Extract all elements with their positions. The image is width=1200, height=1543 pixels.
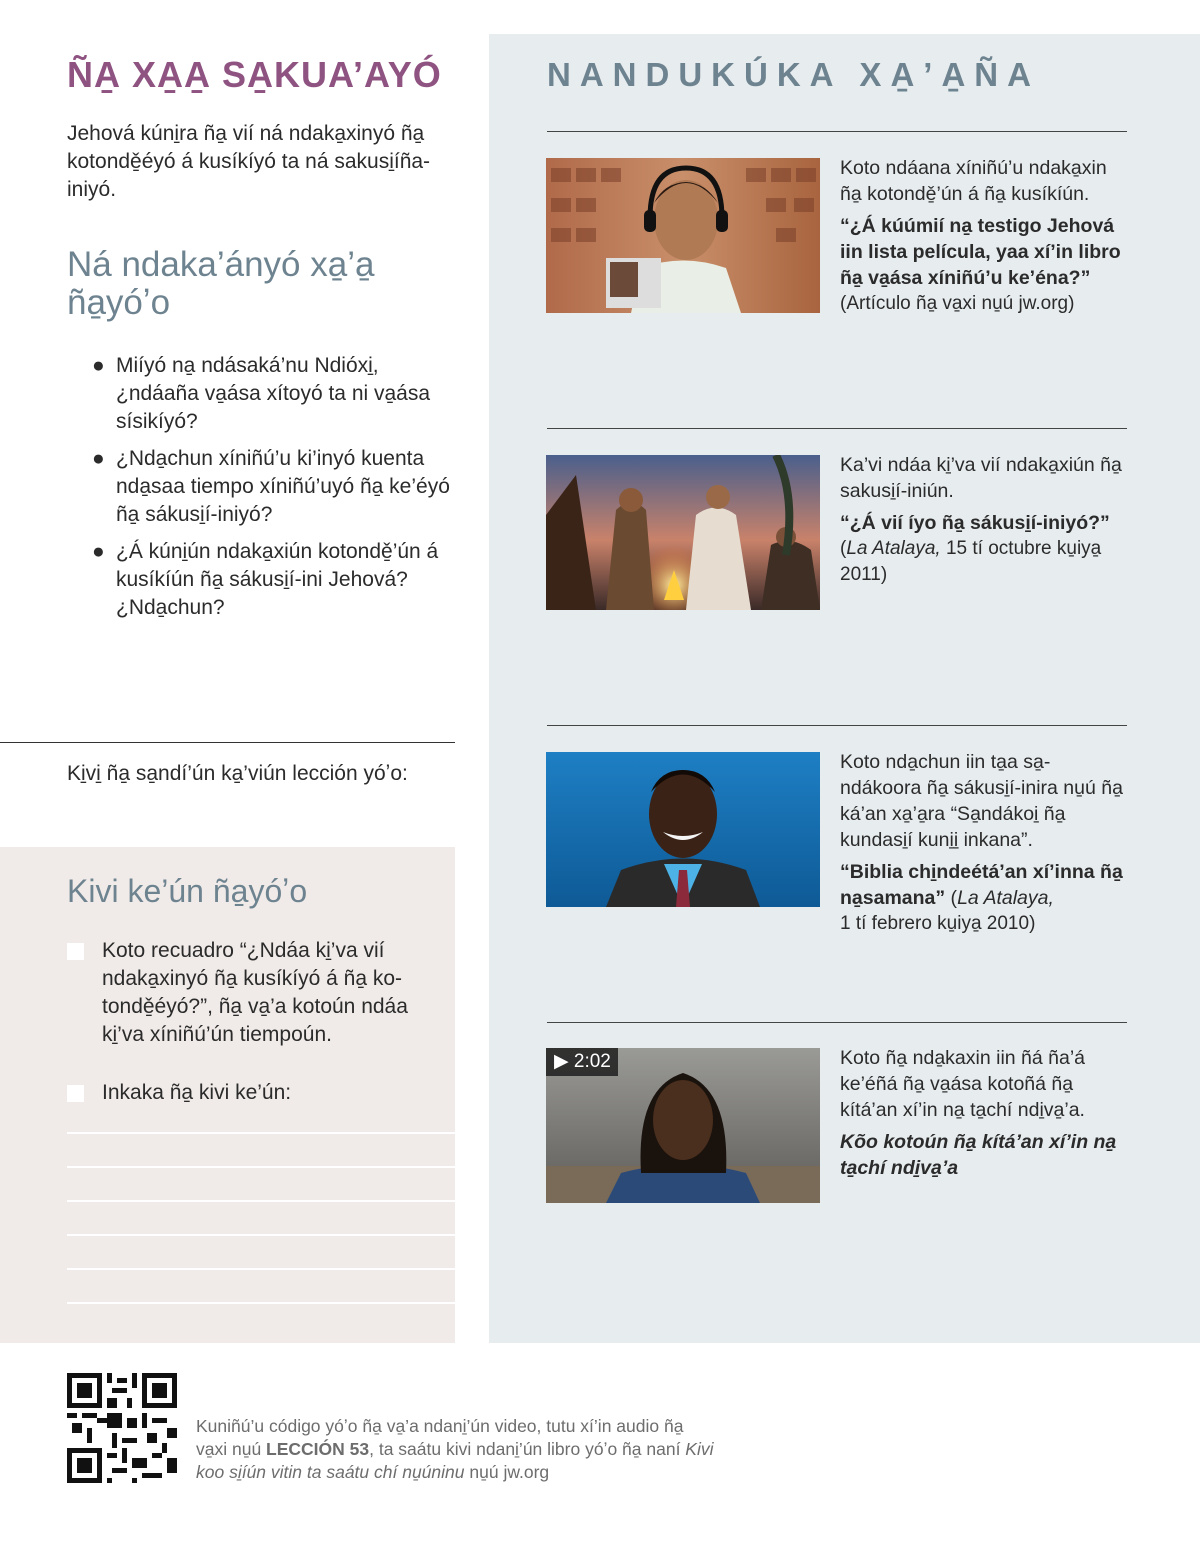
summary-text: Jehová kúni̱ra ña̱ vií ná ndaka̱xinyó ña̱ kotondě̱éyó á kusíkíyó ta ná sakusi̱íña-iniyó. [67,122,431,201]
article-link[interactable]: “¿Á kúúmií na̱ testigo Jehová iin lista película, yaa xí’in libro ña̱ va̱ása xíniñú’u ke’éna?” [840,215,1121,289]
writing-line[interactable] [67,1268,455,1270]
rule [547,1022,1127,1023]
man-with-headphones-photo[interactable] [546,158,820,313]
learned-label: Ki̱vi̱ ña̱ sa̱ndí’ún ka̱’viún lección yóʼo: [67,762,408,785]
article-link: “Biblia chi̱ndeétá’an xí’inna ña̱ na̱samana” (La Atalaya, [840,861,1123,909]
review-question: ● ¿Nda̱chun xíniñú’u ki’inyó kuenta nda̱saa tiempo xíniñú’uyó ña̱ ke’éyó ña̱ sákusi̱í-iniyó? [92,447,450,526]
explore-item-text: Koto ndáana xíniñú’u ndaka̱xin ña̱ kotondě̱’ún á ña̱ kusíkíún. “¿Á kúúmií na̱ testigo Jehová iin lista película, yaa xí’in libro ña̱ va̱ása xíniñú’u ke’éna?” (Artículo ña̱ va̱xi nu̱ú jw.org) [840,155,1130,317]
review-questions [92,352,454,631]
goal-item: Inkaka ña̱ kivi ke’ún: [67,1079,437,1107]
rule [547,131,1127,132]
smiling-man-photo[interactable] [546,752,820,907]
goal-title: Kivi ke’ún ña̱yóʼo [67,873,308,909]
rule [547,725,1127,726]
writing-line[interactable] [67,1234,455,1236]
writing-line[interactable] [67,1166,455,1168]
footer-text: Kuniñú’u código yóʼo ña̱ va̱’a ndani̱’ún video, tutu xí’in audio ña̱ va̱xi nu̱ú LECCIÓN 53, ta saátu kivi ndani̱’ún libro yóʼo ña̱ naní Kivi koo si̱íún vitin ta saátu chí nu̱úninu nu̱ú jw.org [196,1416,714,1482]
woman-video-still[interactable] [546,1048,820,1203]
rule [547,428,1127,429]
bullet-icon: ● [92,447,105,470]
bullet-icon: ● [92,540,105,563]
review-question: ● ¿Á kúni̱ún ndaka̱xiún kotondě̱’ún á kusíkíún ña̱ sákusi̱í-ini Jehová? ¿Nda̱chun? [92,540,439,619]
explore-item-text: Koto ña̱ nda̱kaxin iin ñá ña’á ke’éñá ña̱ va̱ása kotoñá ña̱ kítá’an xí’in na̱ ta̱chí ndi̱va̱’a. Kõo kotoún ña̱ kítá’an xí’in na̱ ta̱chí ndi̱va̱’a [840,1045,1130,1181]
goal-item: Koto recuadro “¿Ndáa ki̱’va vií ndaka̱xinyó ña̱ kusíkíyó á ña̱ ko-tondě̱éyó?”, ña̱ va̱’a kotoún ndáa ki̱’va xíniñú’ún tiempoún. [67,937,437,1049]
review-question: ● Miíyó na̱ ndásaká’nu Ndióxi̱, ¿ndáaña va̱ása xítoyó ta ni va̱ása sísikíyó? [92,354,431,433]
summary-title: ÑA̱ XA̱A̱ SA̱KUA’AYÓ [67,54,442,95]
writing-line[interactable] [67,1200,455,1202]
divider [0,742,455,743]
video-duration-badge: ▶ 2:02 [546,1048,618,1076]
bullet-icon: ● [92,354,105,377]
campfire-painting[interactable] [546,455,820,610]
article-link[interactable]: “¿Á vií íyo ña̱ sákusi̱í-iniyó?” [840,512,1110,534]
checkbox[interactable] [67,943,84,960]
video-link[interactable]: Kõo kotoún ña̱ kítá’an xí’in na̱ ta̱chí ndi̱va̱’a [840,1131,1117,1179]
source-note: (Artículo ña̱ va̱xi nu̱ú jw.org) [840,293,1075,314]
qr-code[interactable] [67,1373,177,1483]
checkbox[interactable] [67,1085,84,1102]
writing-line[interactable] [67,1132,455,1134]
source-note: (La Atalaya, 15 tí octubre ku̱iya̱ 2011) [840,538,1102,585]
explore-item-text: Koto nda̱chun iin ta̱a sa̱-ndákoora ña̱ sákusi̱í-inira nu̱ú ña̱ ká’an xa̱’a̱ra “Sa̱ndákoi̱ ña̱ kundasi̱í kuni̱i̱ inkana”. “Biblia chi̱ndeétá’an xí’inna ña̱ na̱samana” (La Atalaya, 1 tí febrero ku̱iya̱ 2010) [840,749,1130,937]
explore-title: NANDUKÚKA XA̱’A̱ÑA [547,56,1040,93]
review-title: Ná ndaka’ányó xa̱’a̱ ña̱yóʼo [67,245,375,322]
explore-item-text: Ka’vi ndáa ki̱’va vií ndaka̱xiún ña̱ sakusi̱í-iniún. “¿Á vií íyo ña̱ sákusi̱í-iniyó?” (La Atalaya, 15 tí octubre ku̱iya̱ 2011) [840,452,1130,588]
source-note: 1 tí febrero ku̱iya̱ 2010) [840,913,1036,934]
writing-line[interactable] [67,1302,455,1304]
